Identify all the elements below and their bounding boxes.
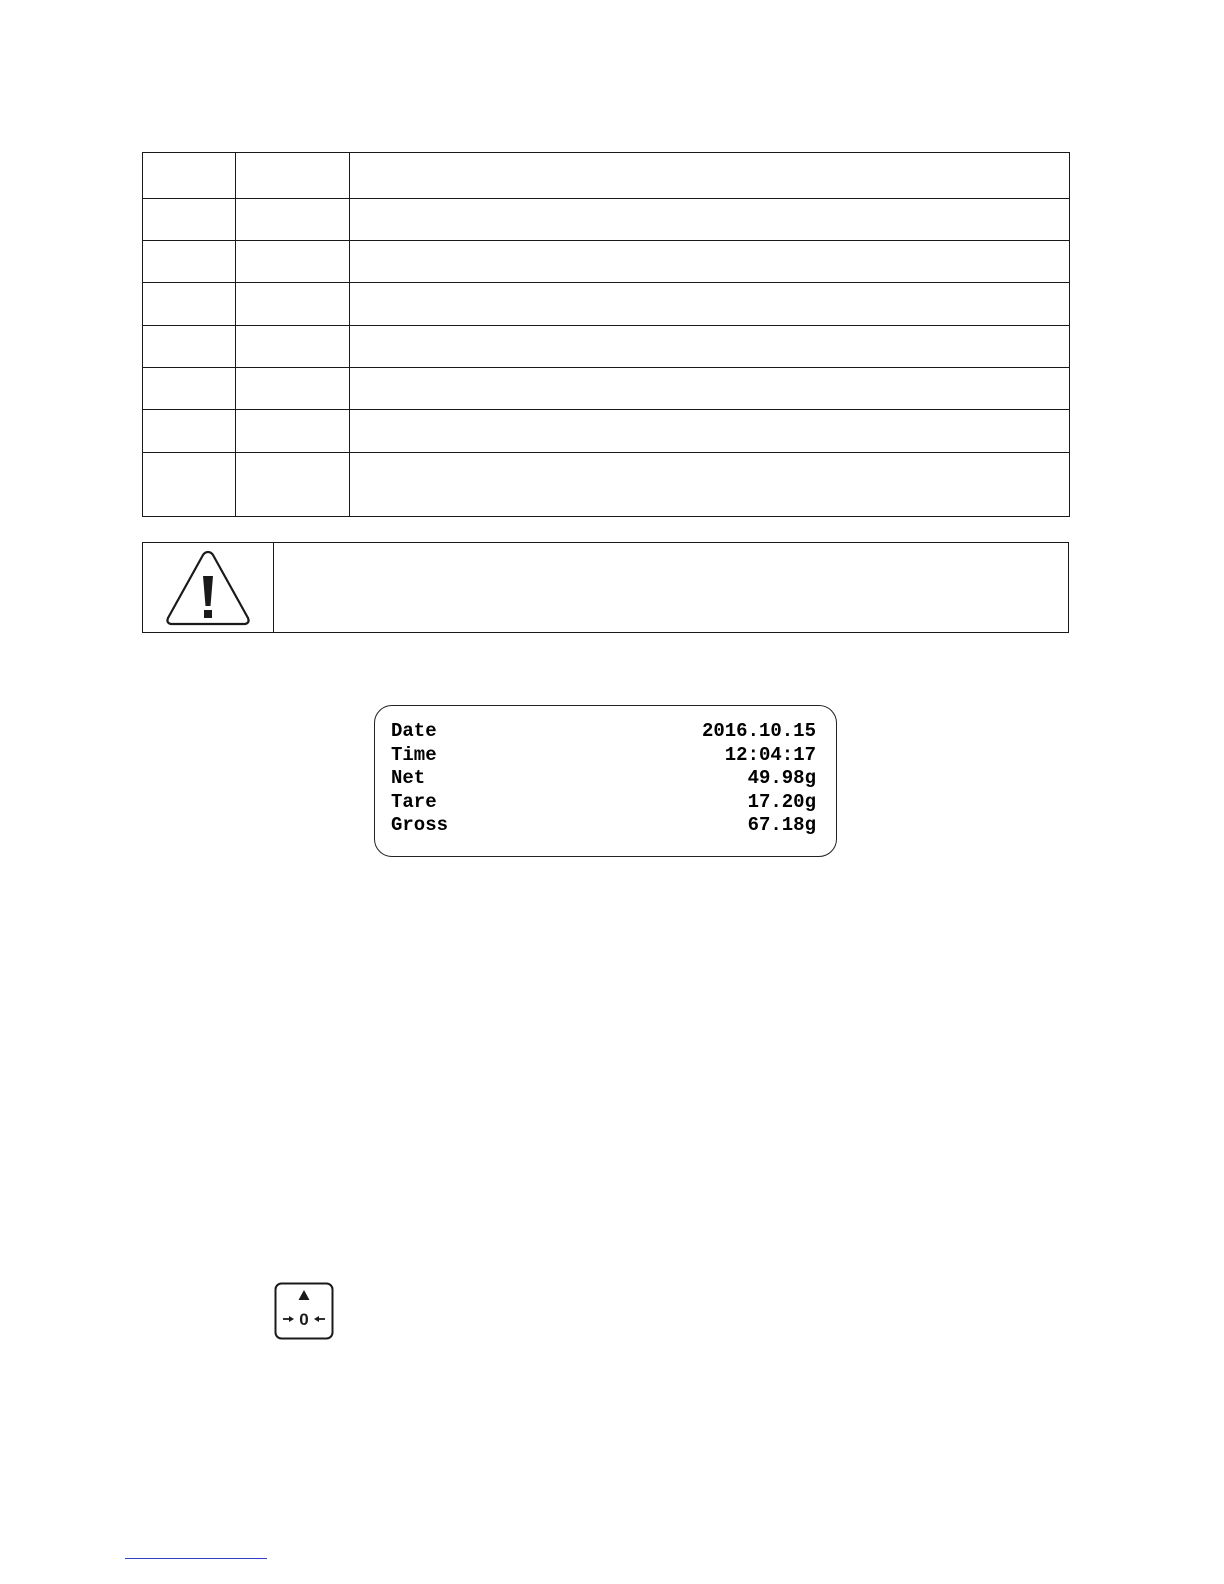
table-cell: [350, 241, 1070, 283]
table-cell: [236, 410, 350, 453]
printout-row-gross: [391, 814, 816, 838]
table-row: [143, 368, 1070, 410]
table-row: [143, 326, 1070, 368]
printout-row-time: [391, 744, 816, 768]
table-row: [143, 153, 1070, 199]
table-cell: [350, 368, 1070, 410]
table-cell: [236, 326, 350, 368]
printout-row-tare: [391, 791, 816, 815]
table-cell: [350, 453, 1070, 517]
printout-value: 67.18g: [747, 814, 816, 836]
printout-label: Time: [391, 743, 437, 766]
table-cell: [143, 199, 236, 241]
printout-row-net: [391, 767, 816, 791]
svg-text:0: 0: [299, 1310, 309, 1329]
table-cell: [143, 410, 236, 453]
printout-example: [374, 705, 837, 857]
table-cell: [350, 153, 1070, 199]
table-cell: [236, 241, 350, 283]
printout-label: Tare: [391, 790, 437, 813]
printout-value: 12:04:17: [724, 743, 816, 766]
table-cell: [236, 368, 350, 410]
printout-label: Net: [391, 767, 426, 789]
table-cell: [143, 368, 236, 410]
table-row: [143, 410, 1070, 453]
table-cell: [143, 453, 236, 517]
printout-value: 49.98g: [747, 767, 816, 789]
table-cell: [236, 283, 350, 326]
printout-value: 17.20g: [747, 790, 816, 813]
table-row: [143, 241, 1070, 283]
footer-link-underline: [125, 1558, 267, 1559]
printout-value: 2016.10.15: [701, 720, 816, 742]
table-row: [143, 199, 1070, 241]
table-cell: [143, 283, 236, 326]
table-cell: [350, 410, 1070, 453]
table-cell: [236, 153, 350, 199]
warning-note: [142, 542, 1069, 633]
warning-triangle-icon: [162, 546, 254, 630]
warning-text: [274, 543, 1068, 632]
printout-row-date: [391, 720, 816, 744]
printout-label: Date: [391, 720, 437, 742]
printout-label: Gross: [391, 814, 449, 836]
table-cell: [236, 453, 350, 517]
table-row: [143, 283, 1070, 326]
zero-key-icon: [274, 1282, 334, 1340]
table-cell: [236, 199, 350, 241]
parameter-table: [142, 152, 1070, 517]
table-row: [143, 453, 1070, 517]
warning-icon-cell: [143, 543, 274, 632]
table-cell: [350, 326, 1070, 368]
table-cell: [143, 153, 236, 199]
table-cell: [350, 199, 1070, 241]
table-cell: [143, 326, 236, 368]
table-cell: [143, 241, 236, 283]
table-cell: [350, 283, 1070, 326]
